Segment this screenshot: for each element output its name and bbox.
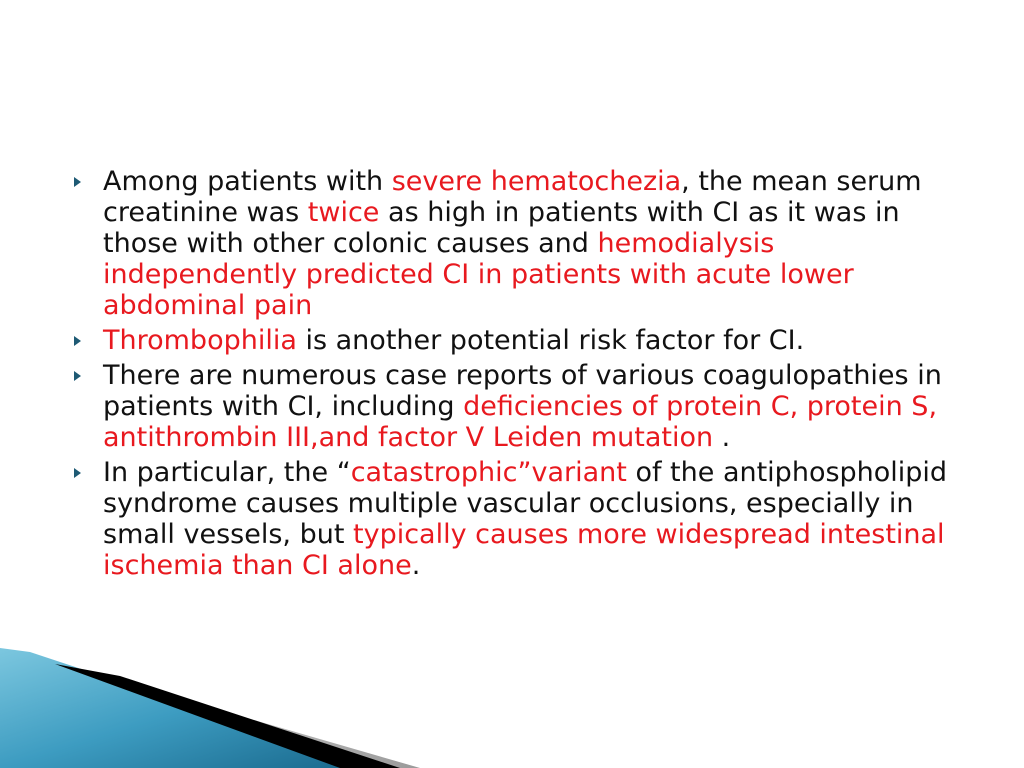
highlighted-text: twice [307, 197, 380, 228]
highlighted-text: severe hematochezia [391, 166, 682, 197]
highlighted-text: catastrophic”variant [350, 457, 627, 488]
highlighted-text: typically causes more widespread intestinal ischemia than CI alone [103, 519, 945, 581]
bullet-arrow-icon [74, 371, 81, 381]
highlighted-text: hemodialysis independently predicted CI in patients with acute lower abdominal pain [103, 228, 854, 321]
bullet-text: . [411, 550, 421, 581]
bullet-item [74, 166, 974, 321]
bullet-text: . [713, 422, 731, 453]
bullet-text: of the antiphospholipid syndrome causes multiple vascular occlusions, especially in small vessels, but [103, 457, 948, 550]
bullet-item [74, 457, 974, 581]
bullet-list [74, 166, 974, 585]
bullet-text: Among patients with [103, 166, 392, 197]
decor-blue-sweep [0, 648, 380, 768]
bullet-text: In particular, the “ [103, 457, 351, 488]
bullet-item [74, 360, 974, 453]
bullet-arrow-icon [74, 336, 81, 346]
bullet-text: is another potential risk factor for CI. [296, 325, 805, 356]
decor-grey-sweep [0, 660, 420, 768]
decor-black-sweep [55, 664, 400, 768]
bullet-item [74, 325, 974, 356]
highlighted-text: Thrombophilia [103, 325, 297, 356]
bullet-text: as high in patients with CI as it was in those with other colonic causes and [103, 197, 900, 259]
bullet-text: There are numerous case reports of various coagulopathies in patients with CI, including [103, 360, 942, 422]
bullet-text: , the mean serum creatinine was [103, 166, 922, 228]
bullet-arrow-icon [74, 177, 81, 187]
bullet-arrow-icon [74, 468, 81, 478]
highlighted-text: deficiencies of protein C, protein S, antithrombin III,and factor V Leiden mutation [103, 391, 938, 453]
